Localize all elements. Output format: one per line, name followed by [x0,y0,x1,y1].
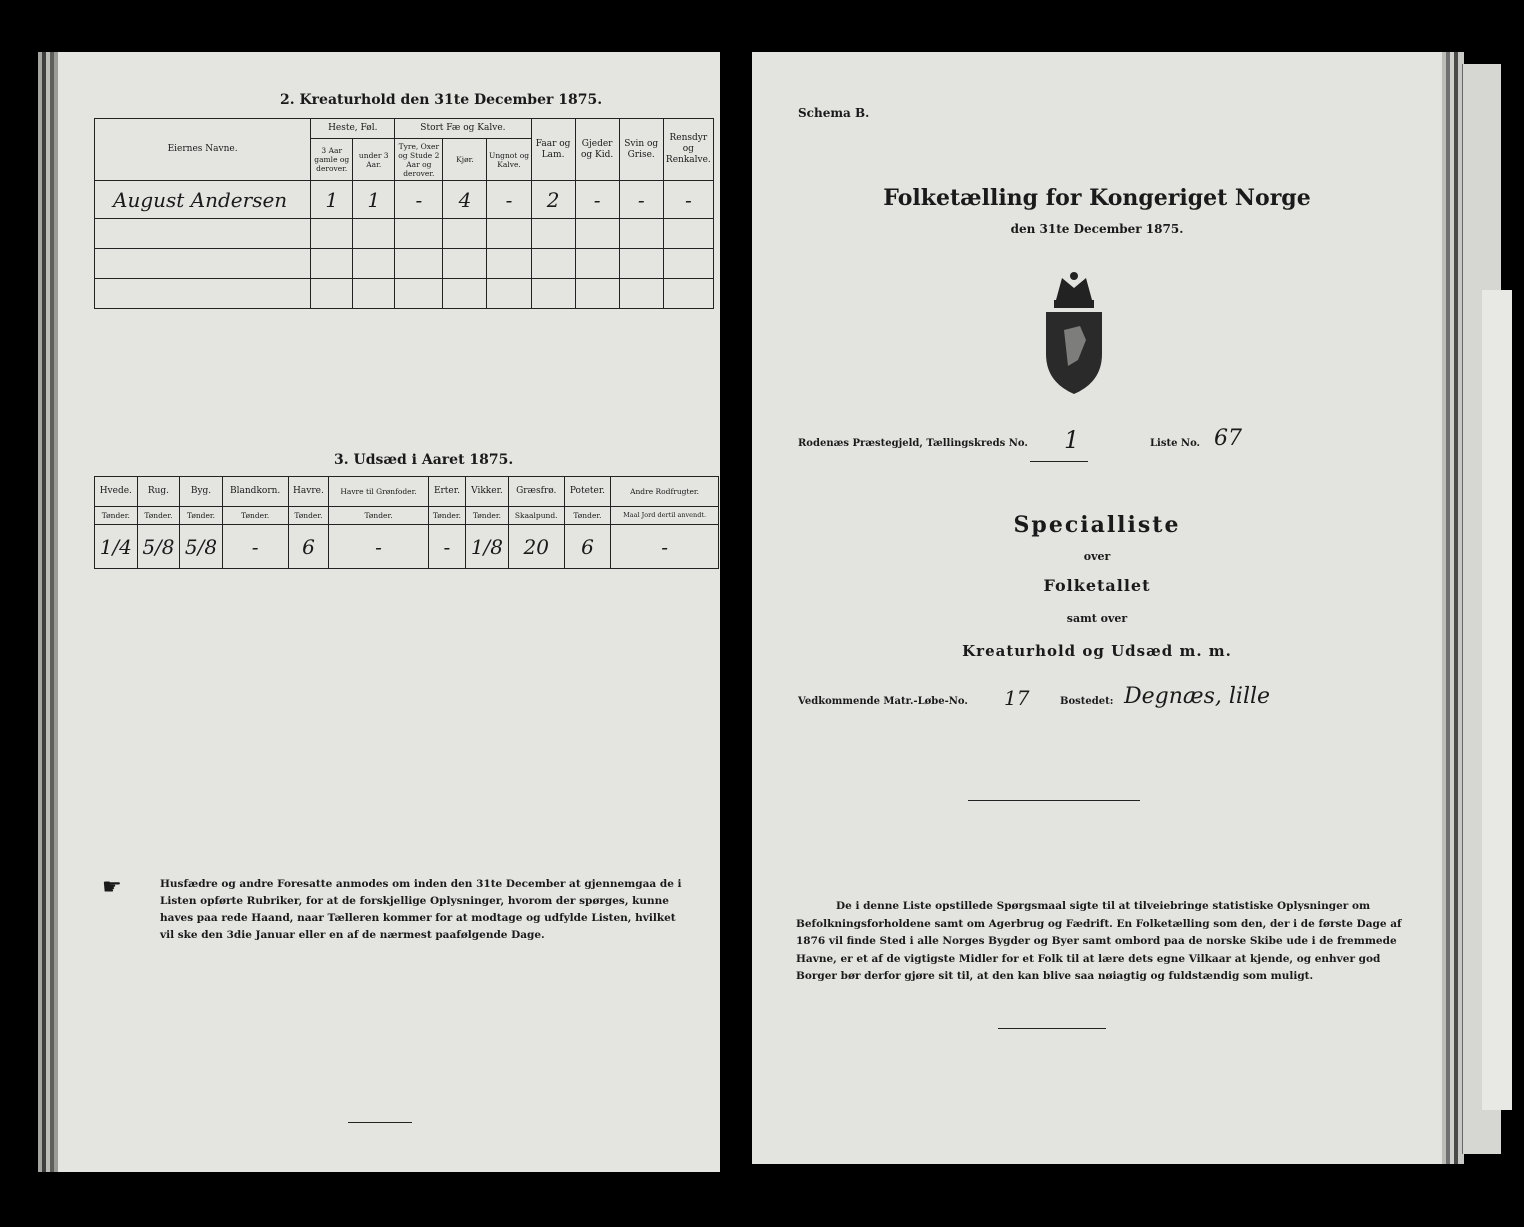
col-header-reindeer: Rensdyr og Renkalve. [663,119,713,181]
divider [968,800,1140,801]
horses-header: Heste, Føl. [311,119,395,139]
specialliste-heading: Specialliste [1013,512,1181,538]
liste-number: 67 [1214,426,1242,451]
col-header-horses-young: under 3 Aar. [353,139,395,181]
bostedet-label: Bostedet: [1060,696,1114,707]
col-header: Hvede. [95,477,138,507]
cell-value: - [487,181,531,219]
cell-value: - [329,525,428,569]
form-title: Folketælling for Kongeriget Norge [883,185,1311,211]
unit-label: Maal Jord dertil anvendt. [611,507,719,525]
cell-value: 4 [443,181,487,219]
unit-label: Tønder. [466,507,509,525]
table-row [95,219,714,249]
divider [348,1122,412,1123]
table-row [95,279,714,309]
cell-value: - [611,525,719,569]
unit-label: Tønder. [564,507,610,525]
form-date: den 31te December 1875. [1010,222,1184,236]
unit-label: Tønder. [329,507,428,525]
sowing-table [94,476,719,569]
divider [1030,461,1088,462]
coat-of-arms-icon [1028,270,1120,398]
cell-value: 5/8 [137,525,180,569]
col-header-sheep: Faar og Lam. [531,119,575,181]
left-page [58,52,720,1172]
cell-value: - [395,181,443,219]
col-header-bulls: Tyre, Oxer og Stude 2 Aar og derover. [395,139,443,181]
col-header: Byg. [180,477,223,507]
col-header: Havre. [288,477,329,507]
right-page [752,52,1442,1164]
cell-value: 1/4 [95,525,138,569]
cell-value: 20 [508,525,564,569]
parish-label: Rodenæs Præstegjeld, Tællingskreds No. [798,438,1028,449]
liste-label: Liste No. [1150,438,1201,449]
instruction-note: Husfædre og andre Foresatte anmodes om inden den 31te December at gjennemgaa de i Listen opførte Rubriker, for at de forskjellige Oplysninger, hvorom der spørges, kunne haves paa rede Haand, naar Tælleren kommer for at modtage og udfylde Listen, hvilket vil ske den 3die Januar eller en af de nærmest paafølgende Dage. [160,878,682,941]
col-header: Blandkorn. [222,477,288,507]
cell-value: 5/8 [180,525,223,569]
col-header: Poteter. [564,477,610,507]
table-row [95,249,714,279]
unit-label: Skaalpund. [508,507,564,525]
cell-value: 2 [531,181,575,219]
page-edge-margin [1482,290,1512,1110]
section3-title: 3. Udsæd i Aaret 1875. [334,452,514,468]
unit-label: Tønder. [222,507,288,525]
section2-title: 2. Kreaturhold den 31te December 1875. [280,92,603,108]
cell-value: 6 [288,525,329,569]
cell-value: 1 [353,181,395,219]
intro-text: De i denne Liste opstillede Spørgsmaal sigte til at tilveiebringe statistiske Oplysninger om Befolkningsforholdene samt om Agerbrug og Fædrift. En Folketælling som den, der i de første Dage af 1876 vil finde Sted i alle Norges Bygder og Byer samt ombord paa de norske Skibe ude i de fremmede Havne, er et af de vigtigste Midler for et Folk til at lære dets egne Vilkaar at kjende, og enhver god Borger bør derfor gjøre sit til, at den kan blive saa nøiagtig og fuldstændig som muligt. [796,900,1402,982]
col-header-calves: Ungnot og Kalve. [487,139,531,181]
unit-label: Tønder. [95,507,138,525]
over-label: over [1083,550,1111,563]
matr-label: Vedkommende Matr.-Løbe-No. [798,696,968,707]
cell-value: 1 [311,181,353,219]
unit-label: Tønder. [137,507,180,525]
unit-label: Tønder. [428,507,465,525]
matr-number: 17 [1004,686,1030,710]
pointing-hand-icon: ☛ [102,875,122,900]
folketallet-heading: Folketallet [1043,576,1151,595]
cell-value: - [428,525,465,569]
col-header: Havre til Grønfoder. [329,477,428,507]
col-header-cows: Kjør. [443,139,487,181]
book-spine [722,40,750,1180]
col-header: Græsfrø. [508,477,564,507]
owner-name: August Andersen [95,181,311,219]
unit-label: Tønder. [288,507,329,525]
cell-value: - [619,181,663,219]
schema-label: Schema B. [798,106,870,120]
kreaturhold-heading: Kreaturhold og Udsæd m. m. [962,642,1232,660]
table-row [95,525,719,569]
kreds-number: 1 [1064,426,1080,454]
divider [998,1028,1106,1029]
col-header: Rug. [137,477,180,507]
cattle-header: Stort Fæ og Kalve. [395,119,531,139]
unit-label: Tønder. [180,507,223,525]
owner-header: Eiernes Navne. [95,119,311,181]
col-header-goats: Gjeder og Kid. [575,119,619,181]
col-header: Vikker. [466,477,509,507]
col-header-pigs: Svin og Grise. [619,119,663,181]
col-header-horses-old: 3 Aar gamle og derover. [311,139,353,181]
cell-value: 1/8 [466,525,509,569]
samt-over-label: samt over [1066,612,1128,625]
livestock-table [94,118,714,309]
table-row [95,181,714,219]
col-header: Andre Rodfrugter. [611,477,719,507]
bostedet-value: Degnæs, lille [1124,684,1271,709]
cell-value: 6 [564,525,610,569]
cell-value: - [575,181,619,219]
col-header: Erter. [428,477,465,507]
cell-value: - [222,525,288,569]
cell-value: - [663,181,713,219]
